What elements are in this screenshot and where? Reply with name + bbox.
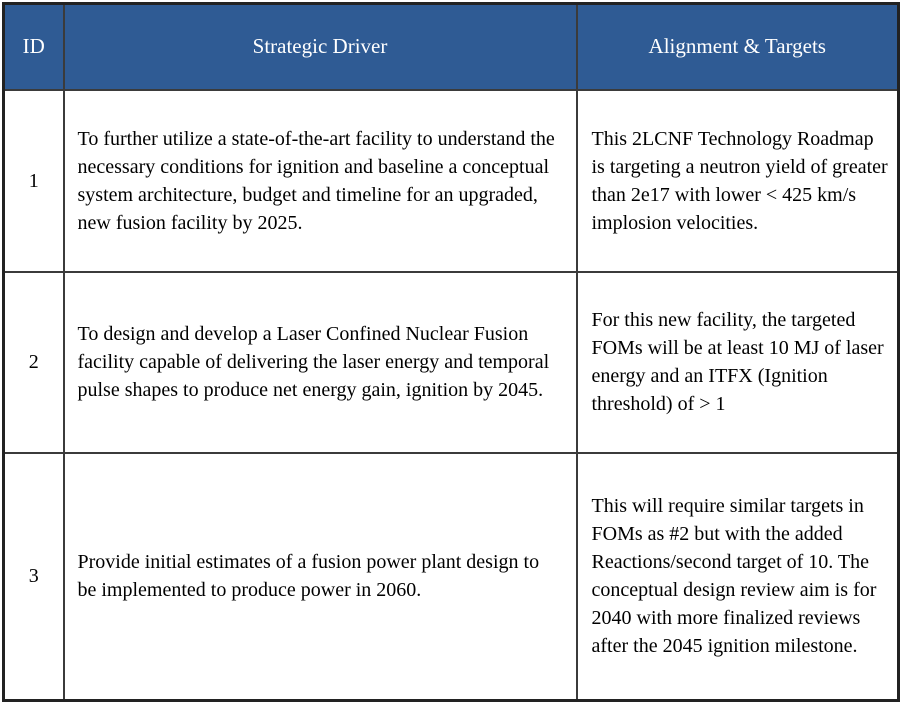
- id-cell: 1: [4, 90, 64, 272]
- table-row: [4, 90, 899, 272]
- strategic-drivers-table: [2, 2, 900, 702]
- alignment-cell: This will require similar targets in FOMs as #2 but with the added Reactions/second target of 10. The conceptual design review aim is for 2040 with more finalized reviews after the 2045 ignition milestone.: [577, 453, 899, 701]
- id-cell: 2: [4, 272, 64, 453]
- id-cell: 3: [4, 453, 64, 701]
- header-id: ID: [4, 4, 64, 90]
- header-strategic-driver: Strategic Driver: [64, 4, 577, 90]
- driver-cell: To design and develop a Laser Confined Nuclear Fusion facility capable of delivering the laser energy and temporal pulse shapes to produce net energy gain, ignition by 2045.: [64, 272, 577, 453]
- header-row: [4, 4, 899, 90]
- header-alignment-targets: Alignment & Targets: [577, 4, 899, 90]
- table-row: [4, 453, 899, 701]
- alignment-cell: For this new facility, the targeted FOMs will be at least 10 MJ of laser energy and an ITFX (Ignition threshold) of > 1: [577, 272, 899, 453]
- driver-cell: To further utilize a state-of-the-art facility to understand the necessary conditions for ignition and baseline a conceptual system architecture, budget and timeline for an upgraded, new fusion facility by 2025.: [64, 90, 577, 272]
- alignment-cell: This 2LCNF Technology Roadmap is targeting a neutron yield of greater than 2e17 with lower < 425 km/s implosion velocities.: [577, 90, 899, 272]
- driver-cell: Provide initial estimates of a fusion power plant design to be implemented to produce power in 2060.: [64, 453, 577, 701]
- table-row: [4, 272, 899, 453]
